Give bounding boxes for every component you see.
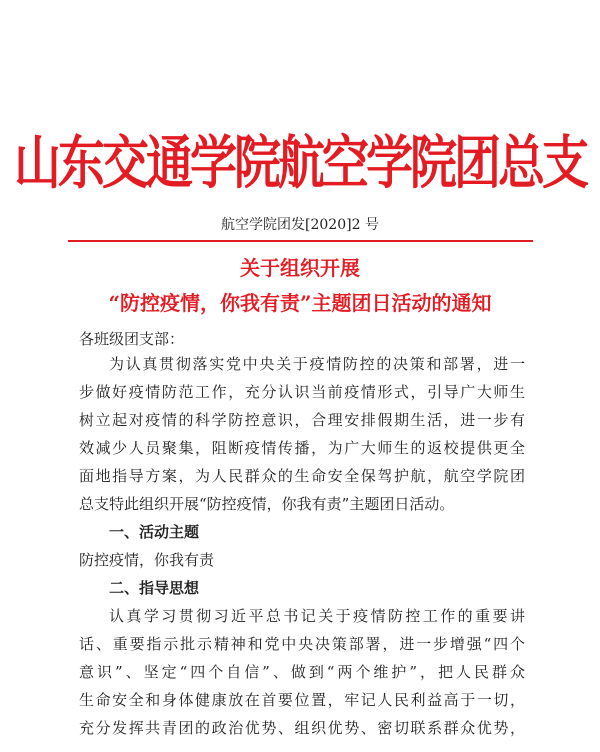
document-number: 航空学院团发[2020]2 号 — [221, 217, 379, 233]
paragraph-1-line: 效减少人员聚集，阻断疫情传播，为广大师生的返校提供更全 — [79, 439, 525, 457]
notice-title-line-1: 关于组织开展 — [240, 256, 360, 280]
paragraph-2-line: 充分发挥共青团的政治优势、组织优势、密切联系群众优势， — [79, 719, 525, 737]
section-1-heading: 一、活动主题 — [109, 523, 200, 541]
section-1-text: 防控疫情，你我有责 — [79, 551, 215, 569]
paragraph-1-line: 面地指导方案，为人民群众的生命安全保驾护航，航空学院团 — [79, 467, 525, 485]
issuing-organization-header: 山东交通学院航空学院团总支 — [14, 130, 586, 198]
paragraph-2-line: 生命安全和身体健康放在首要位置，牢记人民利益高于一切， — [79, 691, 525, 709]
paragraph-1-line: 树立起对疫情的科学防控意识，合理安排假期生活，进一步有 — [79, 411, 525, 429]
salutation: 各班级团支部： — [79, 330, 185, 348]
red-divider-line — [68, 240, 533, 242]
section-2-heading: 二、指导思想 — [109, 579, 200, 597]
paragraph-2-line: 认真学习贯彻习近平总书记关于疫情防控工作的重要讲 — [109, 607, 525, 625]
paragraph-1-line: 总支特此组织开展“防控疫情，你我有责”主题团日活动。 — [79, 495, 455, 513]
paragraph-1-line: 为认真贯彻落实党中央关于疫情防控的决策和部署，进一 — [109, 355, 525, 373]
paragraph-2-line: 意识”、坚定“四个自信”、做到“两个维护”，把人民群众 — [79, 663, 525, 681]
paragraph-2-line: 话、重要指示批示精神和党中央决策部署，进一步增强“四个 — [79, 635, 525, 653]
notice-title-line-2: “防控疫情，你我有责”主题团日活动的通知 — [108, 291, 492, 315]
paragraph-1-line: 步做好疫情防范工作，充分认识当前疫情形式，引导广大师生 — [79, 383, 525, 401]
